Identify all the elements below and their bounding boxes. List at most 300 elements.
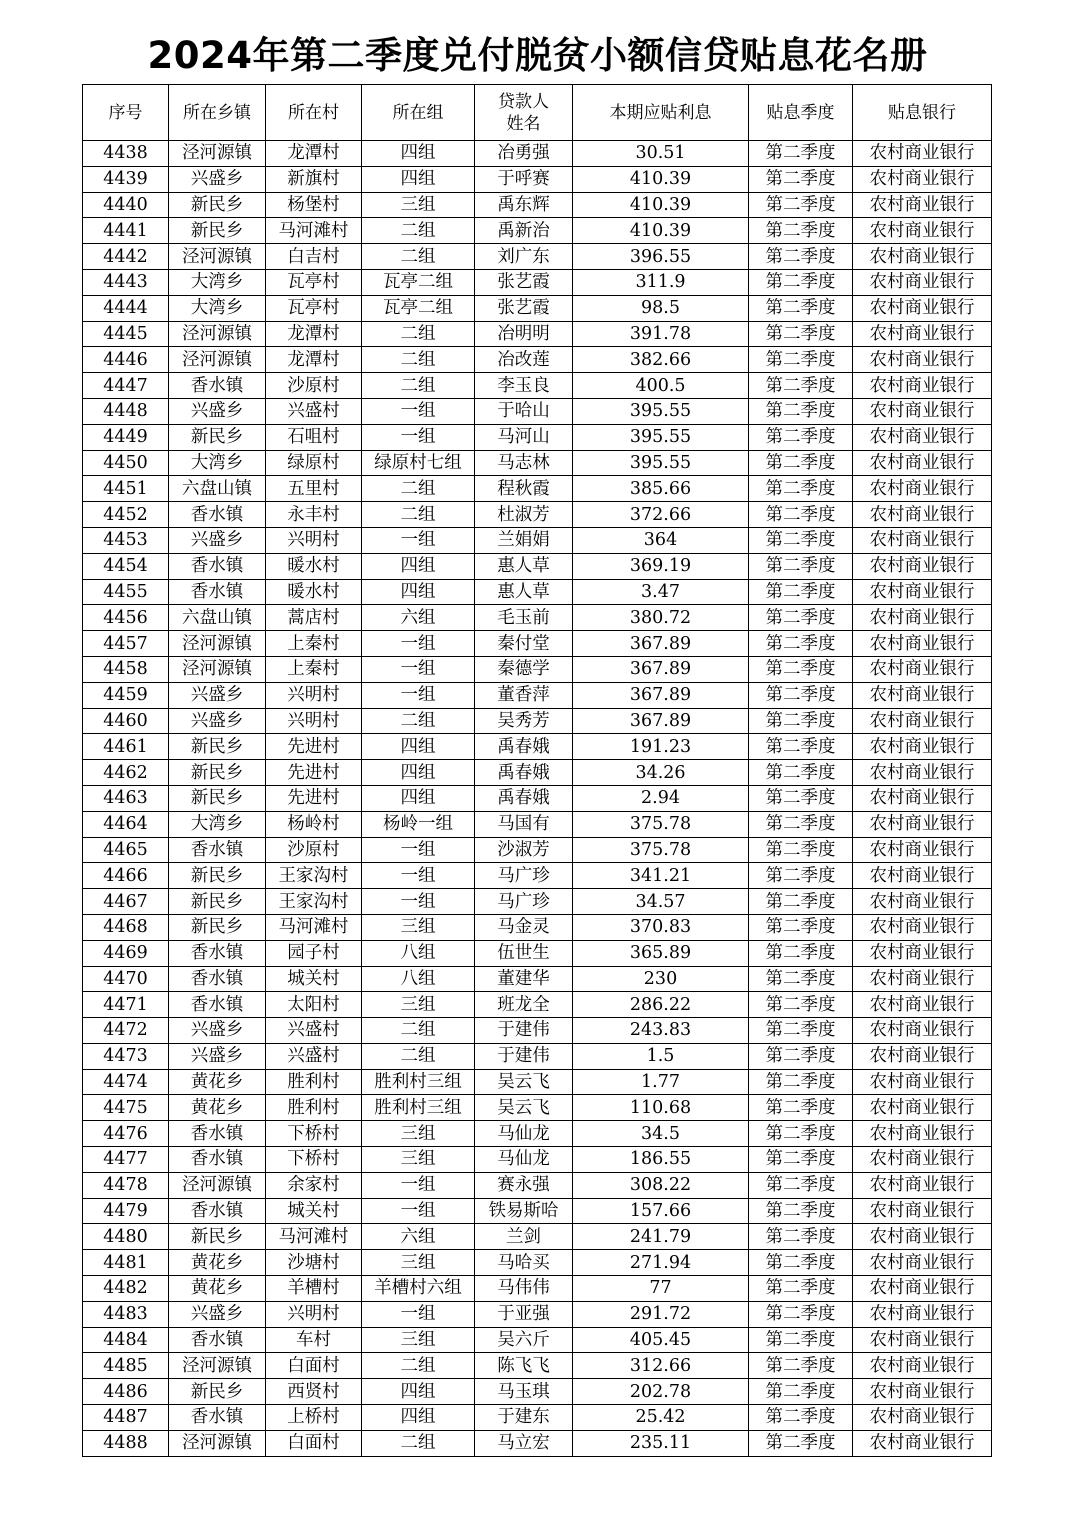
cell-village: 暖水村 bbox=[266, 579, 362, 605]
cell-seq: 4477 bbox=[83, 1147, 169, 1173]
cell-township: 新民乡 bbox=[169, 863, 266, 889]
cell-borrower-name: 伍世生 bbox=[475, 940, 573, 966]
cell-village: 兴明村 bbox=[266, 708, 362, 734]
cell-quarter: 第二季度 bbox=[749, 1327, 853, 1353]
cell-interest: 1.77 bbox=[573, 1069, 749, 1095]
header-borrower-name: 贷款人 姓名 bbox=[475, 85, 573, 141]
cell-quarter: 第二季度 bbox=[749, 734, 853, 760]
cell-borrower-name: 秦付堂 bbox=[475, 631, 573, 657]
cell-interest: 235.11 bbox=[573, 1430, 749, 1456]
cell-group: 二组 bbox=[362, 1018, 475, 1044]
cell-interest: 110.68 bbox=[573, 1095, 749, 1121]
cell-borrower-name: 吴云飞 bbox=[475, 1095, 573, 1121]
cell-village: 马河滩村 bbox=[266, 1224, 362, 1250]
cell-quarter: 第二季度 bbox=[749, 863, 853, 889]
cell-seq: 4468 bbox=[83, 914, 169, 940]
cell-borrower-name: 于哈山 bbox=[475, 398, 573, 424]
cell-borrower-name: 禹春娥 bbox=[475, 760, 573, 786]
cell-borrower-name: 禹春娥 bbox=[475, 785, 573, 811]
cell-interest: 34.57 bbox=[573, 889, 749, 915]
cell-bank: 农村商业银行 bbox=[853, 708, 992, 734]
cell-group: 四组 bbox=[362, 760, 475, 786]
cell-interest: 186.55 bbox=[573, 1147, 749, 1173]
table-row bbox=[83, 373, 992, 399]
cell-borrower-name: 冶勇强 bbox=[475, 141, 573, 167]
cell-borrower-name: 兰娟娟 bbox=[475, 527, 573, 553]
page-title: 2024年第二季度兑付脱贫小额信贷贴息花名册 bbox=[147, 34, 928, 77]
cell-quarter: 第二季度 bbox=[749, 424, 853, 450]
cell-village: 沙原村 bbox=[266, 837, 362, 863]
cell-bank: 农村商业银行 bbox=[853, 373, 992, 399]
table-row bbox=[83, 837, 992, 863]
cell-borrower-name: 惠人草 bbox=[475, 579, 573, 605]
table-row bbox=[83, 863, 992, 889]
cell-quarter: 第二季度 bbox=[749, 579, 853, 605]
cell-bank: 农村商业银行 bbox=[853, 631, 992, 657]
cell-borrower-name: 于建东 bbox=[475, 1405, 573, 1431]
cell-borrower-name: 于建伟 bbox=[475, 1018, 573, 1044]
cell-village: 兴明村 bbox=[266, 1301, 362, 1327]
cell-township: 香水镇 bbox=[169, 1327, 266, 1353]
cell-township: 香水镇 bbox=[169, 1147, 266, 1173]
cell-interest: 191.23 bbox=[573, 734, 749, 760]
cell-interest: 230 bbox=[573, 966, 749, 992]
cell-borrower-name: 禹东辉 bbox=[475, 192, 573, 218]
cell-village: 王家沟村 bbox=[266, 889, 362, 915]
cell-borrower-name: 赛永强 bbox=[475, 1172, 573, 1198]
cell-borrower-name: 马立宏 bbox=[475, 1430, 573, 1456]
cell-quarter: 第二季度 bbox=[749, 1405, 853, 1431]
cell-borrower-name: 李玉良 bbox=[475, 373, 573, 399]
cell-bank: 农村商业银行 bbox=[853, 398, 992, 424]
cell-group: 二组 bbox=[362, 347, 475, 373]
cell-interest: 395.55 bbox=[573, 424, 749, 450]
table-row bbox=[83, 502, 992, 528]
cell-interest: 375.78 bbox=[573, 811, 749, 837]
table-row bbox=[83, 811, 992, 837]
table-row bbox=[83, 785, 992, 811]
cell-borrower-name: 于建伟 bbox=[475, 1043, 573, 1069]
cell-village: 马河滩村 bbox=[266, 914, 362, 940]
cell-group: 二组 bbox=[362, 244, 475, 270]
cell-seq: 4478 bbox=[83, 1172, 169, 1198]
cell-seq: 4476 bbox=[83, 1121, 169, 1147]
cell-interest: 367.89 bbox=[573, 656, 749, 682]
cell-group: 羊槽村六组 bbox=[362, 1276, 475, 1302]
cell-seq: 4453 bbox=[83, 527, 169, 553]
table-row bbox=[83, 347, 992, 373]
cell-quarter: 第二季度 bbox=[749, 1301, 853, 1327]
table-row bbox=[83, 1043, 992, 1069]
cell-township: 新民乡 bbox=[169, 1379, 266, 1405]
cell-borrower-name: 程秋霞 bbox=[475, 476, 573, 502]
cell-group: 一组 bbox=[362, 863, 475, 889]
cell-borrower-name: 马广珍 bbox=[475, 889, 573, 915]
cell-village: 绿原村 bbox=[266, 450, 362, 476]
cell-village: 暖水村 bbox=[266, 553, 362, 579]
cell-interest: 3.47 bbox=[573, 579, 749, 605]
cell-township: 新民乡 bbox=[169, 734, 266, 760]
table-row bbox=[83, 295, 992, 321]
cell-group: 三组 bbox=[362, 192, 475, 218]
cell-group: 三组 bbox=[362, 992, 475, 1018]
cell-quarter: 第二季度 bbox=[749, 940, 853, 966]
cell-group: 一组 bbox=[362, 682, 475, 708]
cell-village: 兴明村 bbox=[266, 527, 362, 553]
header-interest: 本期应贴利息 bbox=[573, 85, 749, 141]
cell-interest: 364 bbox=[573, 527, 749, 553]
cell-interest: 34.5 bbox=[573, 1121, 749, 1147]
cell-seq: 4440 bbox=[83, 192, 169, 218]
cell-group: 绿原村七组 bbox=[362, 450, 475, 476]
cell-seq: 4479 bbox=[83, 1198, 169, 1224]
table-row bbox=[83, 734, 992, 760]
cell-village: 新旗村 bbox=[266, 166, 362, 192]
cell-borrower-name: 马玉琪 bbox=[475, 1379, 573, 1405]
cell-township: 香水镇 bbox=[169, 966, 266, 992]
cell-bank: 农村商业银行 bbox=[853, 811, 992, 837]
table-row bbox=[83, 1121, 992, 1147]
cell-village: 白面村 bbox=[266, 1353, 362, 1379]
cell-quarter: 第二季度 bbox=[749, 373, 853, 399]
cell-bank: 农村商业银行 bbox=[853, 1301, 992, 1327]
cell-interest: 30.51 bbox=[573, 141, 749, 167]
table-row bbox=[83, 141, 992, 167]
cell-township: 香水镇 bbox=[169, 992, 266, 1018]
cell-seq: 4447 bbox=[83, 373, 169, 399]
cell-group: 四组 bbox=[362, 579, 475, 605]
table-row bbox=[83, 1327, 992, 1353]
cell-borrower-name: 马仙龙 bbox=[475, 1121, 573, 1147]
cell-village: 石咀村 bbox=[266, 424, 362, 450]
cell-village: 兴盛村 bbox=[266, 398, 362, 424]
cell-bank: 农村商业银行 bbox=[853, 1069, 992, 1095]
cell-bank: 农村商业银行 bbox=[853, 166, 992, 192]
cell-seq: 4464 bbox=[83, 811, 169, 837]
cell-group: 六组 bbox=[362, 1224, 475, 1250]
cell-borrower-name: 禹新治 bbox=[475, 218, 573, 244]
cell-township: 香水镇 bbox=[169, 373, 266, 399]
cell-group: 一组 bbox=[362, 1172, 475, 1198]
cell-seq: 4461 bbox=[83, 734, 169, 760]
cell-interest: 396.55 bbox=[573, 244, 749, 270]
cell-quarter: 第二季度 bbox=[749, 450, 853, 476]
table-row bbox=[83, 269, 992, 295]
cell-bank: 农村商业银行 bbox=[853, 450, 992, 476]
cell-interest: 286.22 bbox=[573, 992, 749, 1018]
cell-group: 四组 bbox=[362, 141, 475, 167]
cell-seq: 4460 bbox=[83, 708, 169, 734]
cell-quarter: 第二季度 bbox=[749, 553, 853, 579]
cell-village: 兴盛村 bbox=[266, 1043, 362, 1069]
cell-township: 新民乡 bbox=[169, 785, 266, 811]
cell-township: 新民乡 bbox=[169, 192, 266, 218]
cell-borrower-name: 刘广东 bbox=[475, 244, 573, 270]
cell-township: 六盘山镇 bbox=[169, 605, 266, 631]
cell-village: 太阳村 bbox=[266, 992, 362, 1018]
cell-township: 新民乡 bbox=[169, 1224, 266, 1250]
cell-seq: 4481 bbox=[83, 1250, 169, 1276]
cell-group: 胜利村三组 bbox=[362, 1095, 475, 1121]
table-row bbox=[83, 166, 992, 192]
table-row bbox=[83, 244, 992, 270]
cell-seq: 4488 bbox=[83, 1430, 169, 1456]
cell-seq: 4442 bbox=[83, 244, 169, 270]
cell-group: 二组 bbox=[362, 708, 475, 734]
table-row bbox=[83, 218, 992, 244]
table-row bbox=[83, 1301, 992, 1327]
cell-township: 新民乡 bbox=[169, 218, 266, 244]
cell-township: 新民乡 bbox=[169, 424, 266, 450]
cell-township: 大湾乡 bbox=[169, 295, 266, 321]
cell-borrower-name: 铁易斯哈 bbox=[475, 1198, 573, 1224]
cell-township: 泾河源镇 bbox=[169, 1172, 266, 1198]
cell-bank: 农村商业银行 bbox=[853, 1147, 992, 1173]
cell-borrower-name: 董香萍 bbox=[475, 682, 573, 708]
cell-village: 蒿店村 bbox=[266, 605, 362, 631]
cell-township: 黄花乡 bbox=[169, 1069, 266, 1095]
cell-bank: 农村商业银行 bbox=[853, 656, 992, 682]
cell-township: 黄花乡 bbox=[169, 1250, 266, 1276]
cell-interest: 77 bbox=[573, 1276, 749, 1302]
cell-township: 泾河源镇 bbox=[169, 244, 266, 270]
cell-village: 上秦村 bbox=[266, 631, 362, 657]
cell-quarter: 第二季度 bbox=[749, 1224, 853, 1250]
cell-village: 杨岭村 bbox=[266, 811, 362, 837]
cell-bank: 农村商业银行 bbox=[853, 347, 992, 373]
cell-township: 兴盛乡 bbox=[169, 1043, 266, 1069]
cell-township: 泾河源镇 bbox=[169, 656, 266, 682]
cell-interest: 410.39 bbox=[573, 192, 749, 218]
table-row bbox=[83, 527, 992, 553]
cell-township: 黄花乡 bbox=[169, 1095, 266, 1121]
cell-borrower-name: 吴秀芳 bbox=[475, 708, 573, 734]
table-row bbox=[83, 914, 992, 940]
cell-seq: 4480 bbox=[83, 1224, 169, 1250]
cell-bank: 农村商业银行 bbox=[853, 579, 992, 605]
cell-village: 先进村 bbox=[266, 760, 362, 786]
cell-village: 兴盛村 bbox=[266, 1018, 362, 1044]
cell-seq: 4485 bbox=[83, 1353, 169, 1379]
cell-quarter: 第二季度 bbox=[749, 1172, 853, 1198]
cell-village: 瓦亭村 bbox=[266, 269, 362, 295]
cell-bank: 农村商业银行 bbox=[853, 1276, 992, 1302]
cell-quarter: 第二季度 bbox=[749, 1095, 853, 1121]
cell-township: 泾河源镇 bbox=[169, 1430, 266, 1456]
cell-bank: 农村商业银行 bbox=[853, 1121, 992, 1147]
cell-seq: 4466 bbox=[83, 863, 169, 889]
table-row bbox=[83, 992, 992, 1018]
cell-village: 沙塘村 bbox=[266, 1250, 362, 1276]
cell-quarter: 第二季度 bbox=[749, 1018, 853, 1044]
cell-borrower-name: 冶改莲 bbox=[475, 347, 573, 373]
cell-interest: 367.89 bbox=[573, 682, 749, 708]
cell-bank: 农村商业银行 bbox=[853, 244, 992, 270]
cell-village: 瓦亭村 bbox=[266, 295, 362, 321]
cell-seq: 4474 bbox=[83, 1069, 169, 1095]
cell-group: 一组 bbox=[362, 631, 475, 657]
cell-group: 三组 bbox=[362, 914, 475, 940]
cell-quarter: 第二季度 bbox=[749, 760, 853, 786]
cell-interest: 405.45 bbox=[573, 1327, 749, 1353]
cell-seq: 4448 bbox=[83, 398, 169, 424]
cell-township: 香水镇 bbox=[169, 1121, 266, 1147]
cell-quarter: 第二季度 bbox=[749, 811, 853, 837]
cell-borrower-name: 马河山 bbox=[475, 424, 573, 450]
table-row bbox=[83, 1353, 992, 1379]
cell-group: 三组 bbox=[362, 1121, 475, 1147]
table-row bbox=[83, 1172, 992, 1198]
cell-bank: 农村商业银行 bbox=[853, 837, 992, 863]
cell-township: 新民乡 bbox=[169, 914, 266, 940]
cell-village: 上秦村 bbox=[266, 656, 362, 682]
cell-township: 大湾乡 bbox=[169, 450, 266, 476]
cell-township: 大湾乡 bbox=[169, 269, 266, 295]
cell-group: 胜利村三组 bbox=[362, 1069, 475, 1095]
cell-quarter: 第二季度 bbox=[749, 527, 853, 553]
cell-quarter: 第二季度 bbox=[749, 166, 853, 192]
cell-borrower-name: 马金灵 bbox=[475, 914, 573, 940]
cell-seq: 4482 bbox=[83, 1276, 169, 1302]
table-row bbox=[83, 1095, 992, 1121]
cell-borrower-name: 吴六斤 bbox=[475, 1327, 573, 1353]
cell-bank: 农村商业银行 bbox=[853, 1379, 992, 1405]
cell-bank: 农村商业银行 bbox=[853, 424, 992, 450]
cell-quarter: 第二季度 bbox=[749, 605, 853, 631]
cell-interest: 312.66 bbox=[573, 1353, 749, 1379]
header-quarter: 贴息季度 bbox=[749, 85, 853, 141]
cell-quarter: 第二季度 bbox=[749, 1353, 853, 1379]
cell-borrower-name: 马国有 bbox=[475, 811, 573, 837]
subsidy-roster-table bbox=[82, 84, 992, 1457]
cell-quarter: 第二季度 bbox=[749, 966, 853, 992]
cell-bank: 农村商业银行 bbox=[853, 553, 992, 579]
cell-seq: 4470 bbox=[83, 966, 169, 992]
cell-borrower-name: 张艺霞 bbox=[475, 269, 573, 295]
cell-group: 瓦亭二组 bbox=[362, 269, 475, 295]
cell-quarter: 第二季度 bbox=[749, 1121, 853, 1147]
cell-bank: 农村商业银行 bbox=[853, 1405, 992, 1431]
table-row bbox=[83, 450, 992, 476]
cell-bank: 农村商业银行 bbox=[853, 940, 992, 966]
cell-village: 兴明村 bbox=[266, 682, 362, 708]
cell-quarter: 第二季度 bbox=[749, 1147, 853, 1173]
cell-village: 王家沟村 bbox=[266, 863, 362, 889]
cell-quarter: 第二季度 bbox=[749, 295, 853, 321]
cell-quarter: 第二季度 bbox=[749, 1379, 853, 1405]
cell-quarter: 第二季度 bbox=[749, 889, 853, 915]
cell-bank: 农村商业银行 bbox=[853, 141, 992, 167]
cell-bank: 农村商业银行 bbox=[853, 682, 992, 708]
table-row bbox=[83, 424, 992, 450]
cell-group: 一组 bbox=[362, 424, 475, 450]
table-row bbox=[83, 1069, 992, 1095]
cell-village: 上桥村 bbox=[266, 1405, 362, 1431]
cell-interest: 365.89 bbox=[573, 940, 749, 966]
cell-bank: 农村商业银行 bbox=[853, 527, 992, 553]
cell-seq: 4457 bbox=[83, 631, 169, 657]
cell-quarter: 第二季度 bbox=[749, 631, 853, 657]
table-row bbox=[83, 940, 992, 966]
cell-seq: 4438 bbox=[83, 141, 169, 167]
cell-village: 城关村 bbox=[266, 1198, 362, 1224]
cell-village: 马河滩村 bbox=[266, 218, 362, 244]
cell-group: 四组 bbox=[362, 1405, 475, 1431]
cell-township: 黄花乡 bbox=[169, 1276, 266, 1302]
cell-bank: 农村商业银行 bbox=[853, 992, 992, 1018]
cell-interest: 370.83 bbox=[573, 914, 749, 940]
cell-seq: 4441 bbox=[83, 218, 169, 244]
table-row bbox=[83, 1276, 992, 1302]
cell-village: 龙潭村 bbox=[266, 141, 362, 167]
cell-group: 二组 bbox=[362, 502, 475, 528]
cell-borrower-name: 沙淑芳 bbox=[475, 837, 573, 863]
cell-bank: 农村商业银行 bbox=[853, 1198, 992, 1224]
cell-seq: 4462 bbox=[83, 760, 169, 786]
cell-seq: 4473 bbox=[83, 1043, 169, 1069]
cell-interest: 243.83 bbox=[573, 1018, 749, 1044]
cell-township: 泾河源镇 bbox=[169, 1353, 266, 1379]
cell-seq: 4439 bbox=[83, 166, 169, 192]
cell-village: 五里村 bbox=[266, 476, 362, 502]
cell-interest: 395.55 bbox=[573, 398, 749, 424]
cell-quarter: 第二季度 bbox=[749, 218, 853, 244]
cell-seq: 4475 bbox=[83, 1095, 169, 1121]
cell-seq: 4465 bbox=[83, 837, 169, 863]
header-seq: 序号 bbox=[83, 85, 169, 141]
header-bank: 贴息银行 bbox=[853, 85, 992, 141]
cell-village: 车村 bbox=[266, 1327, 362, 1353]
cell-quarter: 第二季度 bbox=[749, 1069, 853, 1095]
cell-interest: 400.5 bbox=[573, 373, 749, 399]
cell-quarter: 第二季度 bbox=[749, 476, 853, 502]
cell-interest: 372.66 bbox=[573, 502, 749, 528]
cell-seq: 4452 bbox=[83, 502, 169, 528]
cell-interest: 98.5 bbox=[573, 295, 749, 321]
cell-group: 四组 bbox=[362, 734, 475, 760]
cell-seq: 4459 bbox=[83, 682, 169, 708]
cell-bank: 农村商业银行 bbox=[853, 269, 992, 295]
cell-township: 香水镇 bbox=[169, 940, 266, 966]
table-row bbox=[83, 605, 992, 631]
cell-borrower-name: 马哈买 bbox=[475, 1250, 573, 1276]
cell-group: 一组 bbox=[362, 889, 475, 915]
cell-township: 香水镇 bbox=[169, 553, 266, 579]
cell-bank: 农村商业银行 bbox=[853, 863, 992, 889]
cell-group: 三组 bbox=[362, 1327, 475, 1353]
cell-interest: 375.78 bbox=[573, 837, 749, 863]
cell-borrower-name: 张艺霞 bbox=[475, 295, 573, 321]
cell-village: 胜利村 bbox=[266, 1069, 362, 1095]
cell-group: 八组 bbox=[362, 966, 475, 992]
cell-interest: 308.22 bbox=[573, 1172, 749, 1198]
cell-bank: 农村商业银行 bbox=[853, 1172, 992, 1198]
cell-seq: 4451 bbox=[83, 476, 169, 502]
cell-borrower-name: 班龙全 bbox=[475, 992, 573, 1018]
cell-village: 龙潭村 bbox=[266, 321, 362, 347]
cell-group: 四组 bbox=[362, 1379, 475, 1405]
cell-township: 兴盛乡 bbox=[169, 527, 266, 553]
cell-quarter: 第二季度 bbox=[749, 321, 853, 347]
cell-township: 兴盛乡 bbox=[169, 708, 266, 734]
table-row bbox=[83, 579, 992, 605]
cell-borrower-name: 秦德学 bbox=[475, 656, 573, 682]
cell-quarter: 第二季度 bbox=[749, 1043, 853, 1069]
cell-group: 三组 bbox=[362, 1147, 475, 1173]
cell-bank: 农村商业银行 bbox=[853, 1430, 992, 1456]
cell-township: 兴盛乡 bbox=[169, 1018, 266, 1044]
table-row bbox=[83, 708, 992, 734]
